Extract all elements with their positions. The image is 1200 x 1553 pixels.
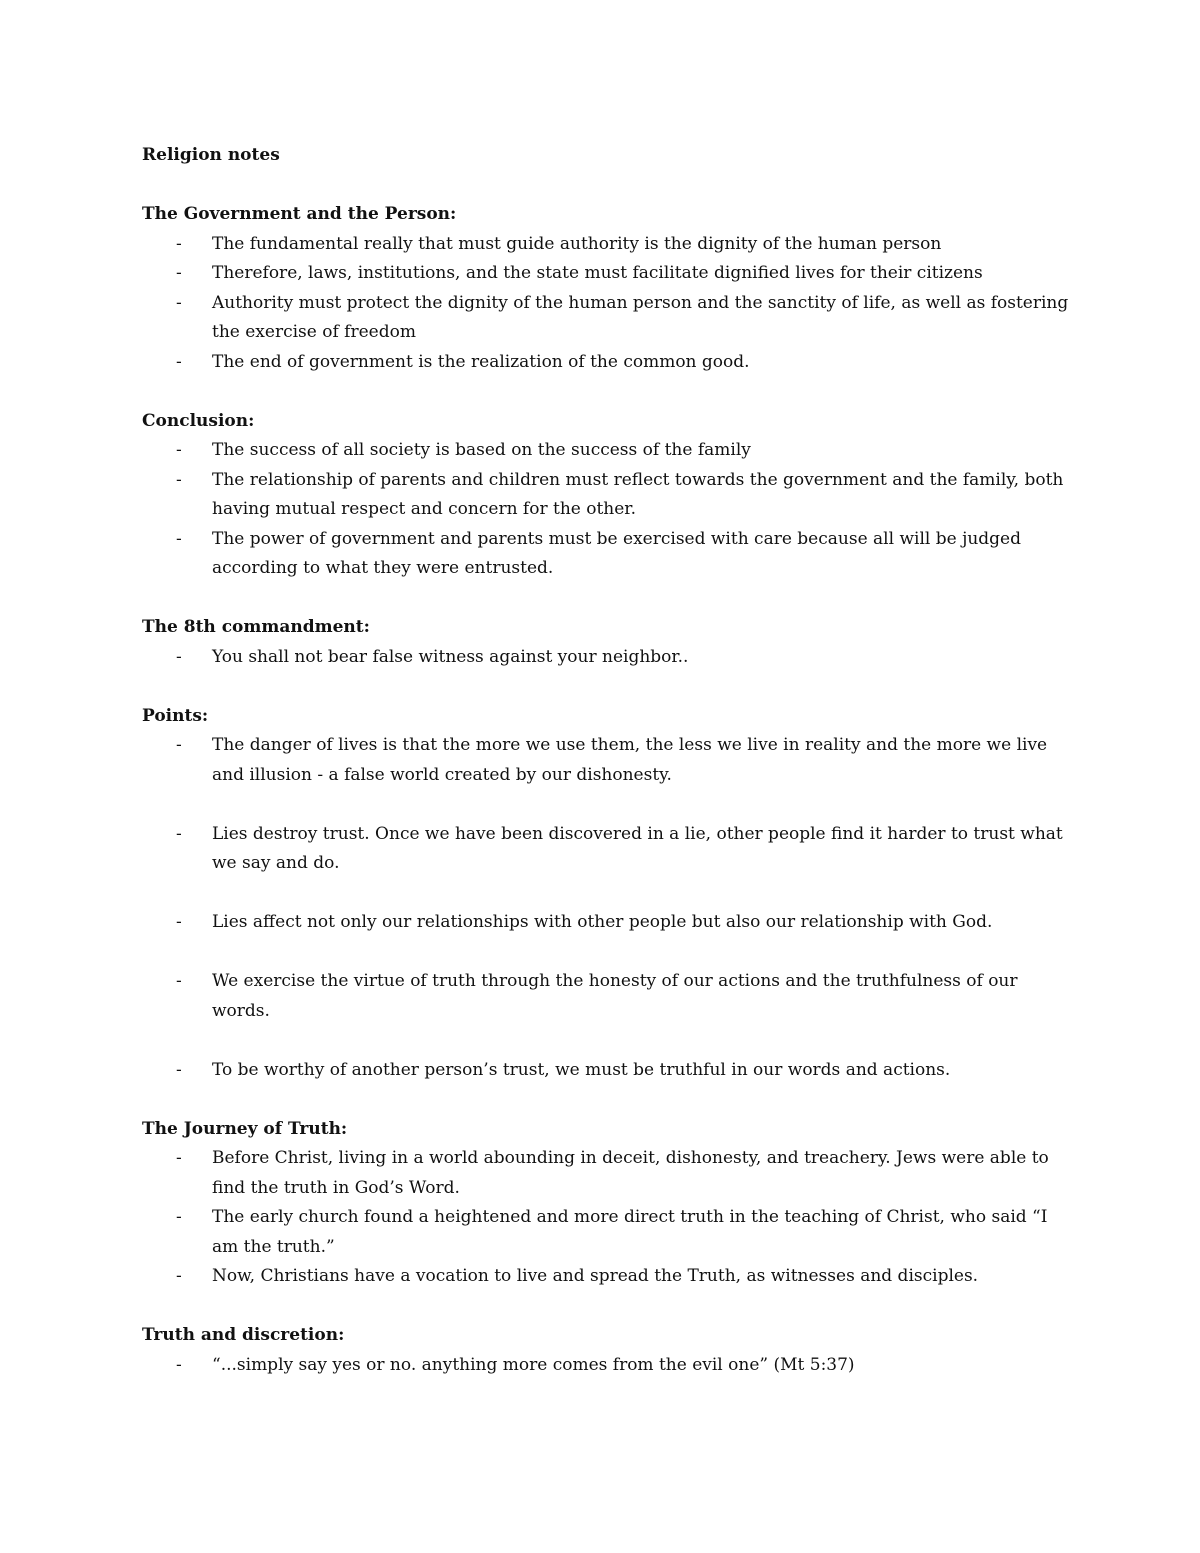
list-item-text: Lies destroy trust. Once we have been discovered in a lie, other people find it harder to trust what we say and do. xyxy=(212,823,1063,873)
list-item xyxy=(142,908,1072,938)
list-item-text: The relationship of parents and children must reflect towards the government and the family, both having mutual respect and concern for the other. xyxy=(212,469,1064,519)
list-item xyxy=(142,259,1072,289)
list-item xyxy=(142,466,1072,525)
list-item-text: Before Christ, living in a world abounding in deceit, dishonesty, and treachery. Jews were able to find the truth in God’s Word. xyxy=(212,1148,1049,1198)
bullet-list xyxy=(142,1144,1072,1292)
section-conclusion xyxy=(142,407,1072,584)
bullet-list xyxy=(142,731,1072,1085)
document-title: Religion notes xyxy=(142,145,280,165)
bullet-dash: - xyxy=(176,1207,182,1227)
bullet-dash: - xyxy=(176,823,182,844)
list-item xyxy=(142,230,1072,260)
list-item-text: The end of government is the realization of the common good. xyxy=(212,351,750,372)
bullet-dash: - xyxy=(176,292,182,313)
bullet-dash: - xyxy=(176,971,182,991)
bullet-dash: - xyxy=(176,528,182,549)
section-truth-and-discretion xyxy=(142,1321,1072,1380)
section-heading: The 8th commandment: xyxy=(142,617,370,637)
list-item xyxy=(142,643,1072,673)
list-item xyxy=(142,289,1072,348)
bullet-dash: - xyxy=(176,233,182,254)
section-heading: Truth and discretion: xyxy=(142,1325,345,1345)
bullet-list xyxy=(142,643,1072,673)
list-item-text: The danger of lives is that the more we use them, the less we live in reality and the more we live and illusion - a false world created by our dishonesty. xyxy=(212,735,1048,785)
list-item-text: We exercise the virtue of truth through the honesty of our actions and the truthfulness of our words. xyxy=(212,971,1018,1021)
list-item-text: To be worthy of another person’s trust, we must be truthful in our words and actions. xyxy=(212,1059,951,1080)
bullet-list xyxy=(142,230,1072,378)
bullet-dash: - xyxy=(176,351,182,372)
section-heading: The Journey of Truth: xyxy=(142,1118,348,1139)
document-page xyxy=(142,141,1072,1380)
list-item-text: Authority must protect the dignity of the human person and the sanctity of life, as well as fostering the exercise of freedom xyxy=(212,292,1069,342)
bullet-dash: - xyxy=(176,1148,182,1168)
bullet-dash: - xyxy=(176,735,182,755)
section-journey-of-truth xyxy=(142,1115,1072,1292)
list-item-text: “...simply say yes or no. anything more comes from the evil one” (Mt 5:37) xyxy=(212,1354,855,1375)
bullet-dash: - xyxy=(176,646,182,667)
list-item-text: The power of government and parents must be exercised with care because all will be judged according to what they were entrusted. xyxy=(212,528,1021,578)
section-heading: The Government and the Person: xyxy=(142,204,457,224)
list-item xyxy=(142,525,1072,584)
list-item xyxy=(142,1056,1072,1086)
section-heading: Points: xyxy=(142,705,209,726)
list-item-text: Now, Christians have a vocation to live and spread the Truth, as witnesses and disciples. xyxy=(212,1266,979,1286)
list-item-text: The success of all society is based on the success of the family xyxy=(212,440,751,460)
list-item xyxy=(142,967,1072,1026)
list-item xyxy=(142,820,1072,879)
bullet-dash: - xyxy=(176,912,182,932)
list-item xyxy=(142,1351,1072,1381)
list-item-text: The fundamental really that must guide authority is the dignity of the human person xyxy=(212,233,942,254)
list-item xyxy=(142,731,1072,790)
bullet-dash: - xyxy=(176,1354,182,1375)
bullet-list xyxy=(142,436,1072,584)
section-government-and-person xyxy=(142,200,1072,377)
bullet-dash: - xyxy=(176,1266,182,1286)
bullet-dash: - xyxy=(176,469,182,490)
list-item-text: Lies affect not only our relationships with other people but also our relationship with God. xyxy=(212,912,993,932)
section-8th-commandment xyxy=(142,613,1072,672)
list-item xyxy=(142,348,1072,378)
list-item-text: You shall not bear false witness against your neighbor.. xyxy=(212,646,689,667)
list-item xyxy=(142,1144,1072,1203)
bullet-list xyxy=(142,1351,1072,1381)
bullet-dash: - xyxy=(176,1059,182,1080)
list-item xyxy=(142,1203,1072,1262)
section-heading: Conclusion: xyxy=(142,410,255,431)
section-points xyxy=(142,702,1072,1086)
list-item xyxy=(142,1262,1072,1292)
bullet-dash: - xyxy=(176,440,182,460)
list-item-text: The early church found a heightened and more direct truth in the teaching of Christ, who said “I am the truth.” xyxy=(212,1207,1048,1257)
list-item xyxy=(142,436,1072,466)
list-item-text: Therefore, laws, institutions, and the state must facilitate dignified lives for their citizens xyxy=(212,263,983,283)
bullet-dash: - xyxy=(176,263,182,283)
